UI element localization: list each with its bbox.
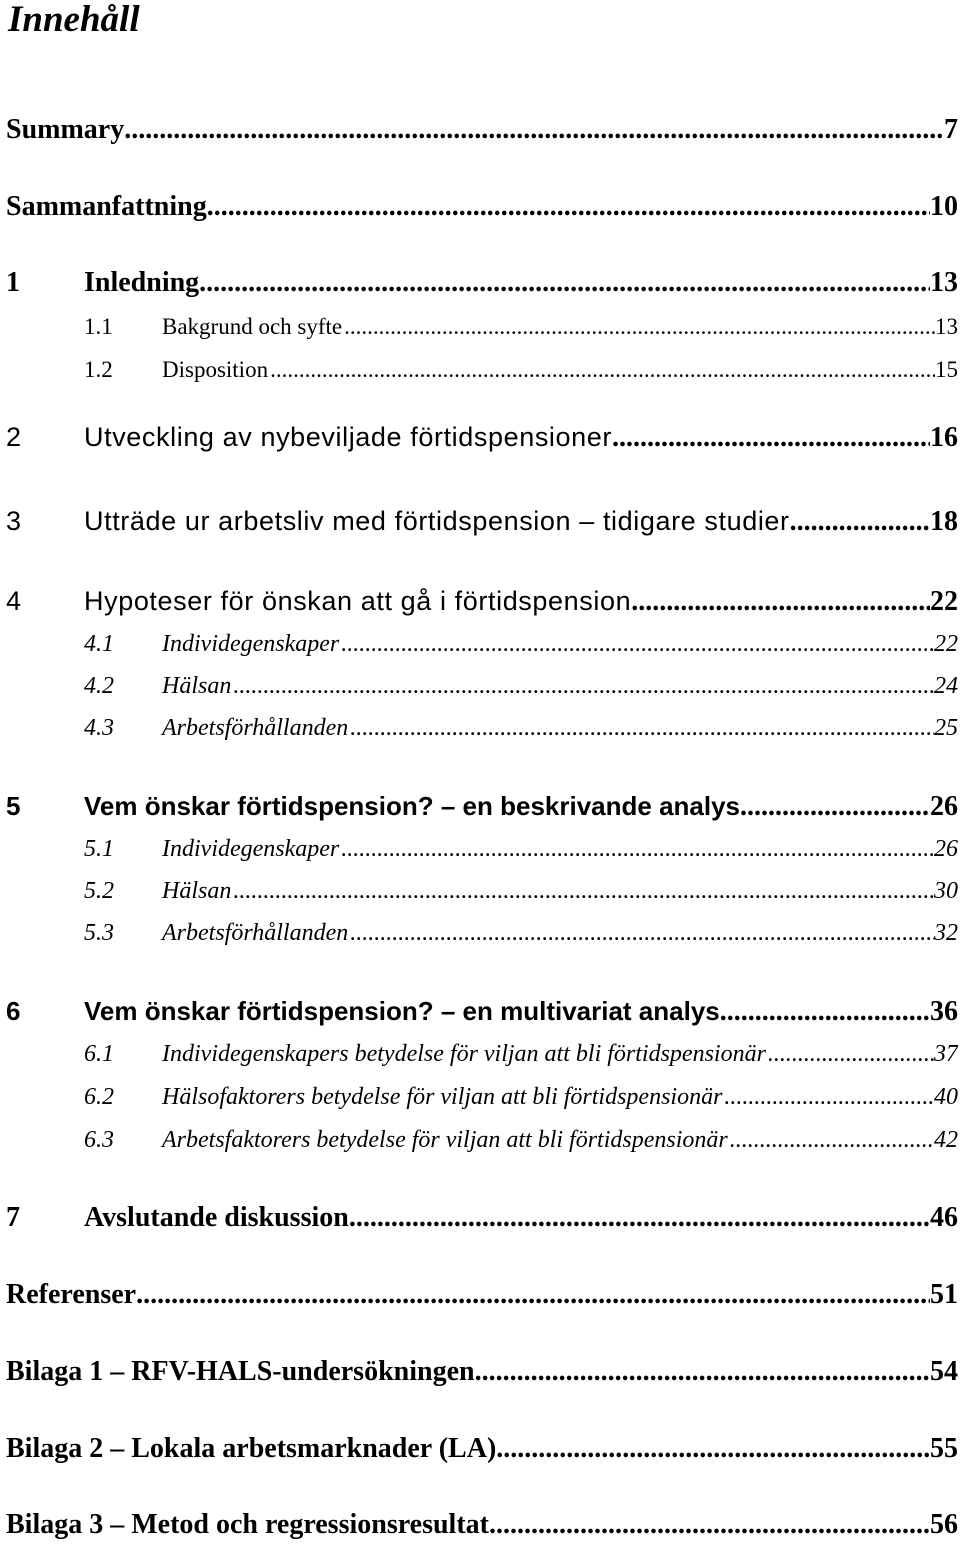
toc-entry-page: 22 [930, 586, 958, 617]
toc-entry-bilaga-2[interactable] [6, 1433, 958, 1473]
toc-entry-label: Disposition [162, 357, 269, 382]
toc-dot-leader [233, 878, 934, 905]
toc-entry-page: 15 [935, 357, 958, 382]
toc-entry-number: 1 [6, 267, 20, 298]
toc-entry-number: 1.1 [84, 314, 113, 339]
toc-entry-number: 4.1 [84, 631, 114, 657]
toc-entry-number: 4.2 [84, 673, 114, 699]
toc-entry-label: Bilaga 1 – RFV-HALS-undersökningen [6, 1356, 475, 1387]
toc-entry-page: 36 [930, 996, 958, 1027]
toc-entry-page: 13 [930, 267, 958, 298]
toc-entry-page: 56 [930, 1509, 958, 1540]
toc-entry-page: 26 [934, 836, 958, 862]
toc-entry-section-1-1[interactable] [6, 314, 958, 354]
toc-entry-number: 7 [6, 1202, 20, 1233]
toc-entry-page: 24 [934, 673, 958, 699]
toc-entry-page: 10 [930, 191, 958, 222]
toc-dot-leader [350, 715, 934, 742]
toc-entry-chapter-5[interactable] [6, 791, 958, 831]
toc-entry-bilaga-3[interactable] [6, 1509, 958, 1549]
toc-entry-number: 2 [6, 422, 22, 452]
toc-entry-summary[interactable] [6, 114, 958, 154]
toc-entry-number: 6 [6, 996, 21, 1026]
toc-entry-label: Bilaga 2 – Lokala arbetsmarknader (LA) [6, 1433, 497, 1464]
toc-dot-leader [199, 267, 930, 299]
toc-entry-label: Utveckling av nybeviljade förtidspensioner [84, 422, 612, 452]
toc-entry-label: Sammanfattning [6, 191, 207, 222]
toc-entry-page: 51 [930, 1279, 958, 1310]
toc-dot-leader [233, 673, 934, 700]
toc-entry-label: Arbetsförhållanden [162, 920, 349, 946]
toc-dot-leader [136, 1279, 930, 1311]
toc-entry-number: 5.3 [84, 920, 114, 946]
toc-entry-label: Inledning [84, 267, 200, 298]
toc-dot-leader [790, 506, 930, 538]
toc-entry-bilaga-1[interactable] [6, 1356, 958, 1396]
toc-entry-page: 18 [930, 506, 958, 537]
toc-entry-section-1-2[interactable] [6, 357, 958, 397]
toc-entry-number: 6.3 [84, 1127, 114, 1153]
toc-dot-leader [349, 1202, 930, 1234]
toc-entry-section-6-2[interactable] [6, 1084, 958, 1124]
toc-entry-page: 13 [935, 314, 958, 339]
toc-entry-label: Avslutande diskussion [84, 1202, 349, 1233]
toc-entry-section-5-2[interactable] [6, 878, 958, 918]
toc-entry-number: 5.1 [84, 836, 114, 862]
toc-dot-leader [612, 422, 930, 454]
toc-entry-chapter-1[interactable] [6, 267, 958, 307]
toc-entry-label: Arbetsfaktorers betydelse för viljan att bli förtidspensionär [162, 1127, 728, 1153]
toc-dot-leader [341, 631, 934, 658]
toc-entry-page: 30 [934, 878, 958, 904]
page-title: Innehåll [8, 0, 140, 40]
toc-dot-leader [350, 920, 934, 947]
toc-dot-leader [768, 1041, 934, 1068]
toc-entry-label: Hälsan [162, 878, 232, 904]
toc-entry-section-5-1[interactable] [6, 836, 958, 876]
toc-entry-label: Utträde ur arbetsliv med förtidspension – tidigare studier [84, 506, 790, 536]
toc-entry-page: 32 [934, 920, 958, 946]
toc-entry-chapter-7[interactable] [6, 1202, 958, 1242]
toc-entry-section-5-3[interactable] [6, 920, 958, 960]
toc-entry-number: 4.3 [84, 715, 114, 741]
toc-dot-leader [344, 314, 935, 340]
toc-entry-section-4-1[interactable] [6, 631, 958, 671]
toc-entry-label: Summary [6, 114, 125, 145]
toc-dot-leader [341, 836, 934, 863]
toc-entry-label: Hypoteser för önskan att gå i förtidspension [84, 586, 632, 616]
toc-entry-label: Vem önskar förtidspension? – en multivariat analys [84, 996, 720, 1026]
toc-entry-number: 5.2 [84, 878, 114, 904]
toc-entry-chapter-3[interactable] [6, 506, 958, 546]
toc-entry-section-6-3[interactable] [6, 1127, 958, 1167]
toc-entry-label: Individegenskaper [162, 836, 340, 862]
toc-entry-chapter-2[interactable] [6, 422, 958, 462]
toc-dot-leader [489, 1509, 930, 1541]
toc-entry-label: Hälsofaktorers betydelse för viljan att bli förtidspensionär [162, 1084, 723, 1110]
toc-dot-leader [124, 114, 944, 146]
toc-entry-page: 40 [934, 1084, 958, 1110]
toc-entry-chapter-6[interactable] [6, 996, 958, 1036]
toc-entry-page: 7 [944, 114, 958, 145]
toc-entry-page: 42 [934, 1127, 958, 1153]
toc-dot-leader [720, 996, 930, 1028]
toc-entry-label: Arbetsförhållanden [162, 715, 349, 741]
toc-dot-leader [207, 191, 930, 223]
toc-entry-page: 46 [930, 1202, 958, 1233]
toc-entry-number: 5 [6, 791, 21, 821]
toc-dot-leader [270, 357, 935, 383]
toc-entry-label: Individegenskaper [162, 631, 340, 657]
toc-entry-section-4-3[interactable] [6, 715, 958, 755]
toc-entry-page: 54 [930, 1356, 958, 1387]
toc-dot-leader [730, 1127, 934, 1154]
toc-entry-number: 6.2 [84, 1084, 114, 1110]
toc-entry-page: 26 [930, 791, 958, 822]
toc-entry-number: 4 [6, 586, 22, 616]
toc-entry-section-4-2[interactable] [6, 673, 958, 713]
toc-dot-leader [631, 586, 930, 618]
toc-entry-page: 37 [934, 1041, 958, 1067]
toc-dot-leader [740, 791, 930, 823]
toc-entry-label: Vem önskar förtidspension? – en beskrivande analys [84, 791, 741, 821]
toc-dot-leader [475, 1356, 930, 1388]
toc-entry-label: Hälsan [162, 673, 232, 699]
toc-entry-section-6-1[interactable] [6, 1041, 958, 1081]
toc-entry-page: 22 [934, 631, 958, 657]
toc-entry-page: 16 [930, 422, 958, 453]
toc-entry-page: 25 [934, 715, 958, 741]
toc-entry-label: Bakgrund och syfte [162, 314, 343, 339]
toc-dot-leader [724, 1084, 934, 1111]
toc-entry-number: 3 [6, 506, 22, 536]
toc-entry-number: 6.1 [84, 1041, 114, 1067]
toc-entry-label: Individegenskapers betydelse för viljan att bli förtidspensionär [162, 1041, 766, 1067]
toc-entry-label: Referenser [6, 1279, 137, 1310]
toc-entry-number: 1.2 [84, 357, 113, 382]
toc-entry-label: Bilaga 3 – Metod och regressionsresultat [6, 1509, 489, 1540]
toc-entry-page: 55 [930, 1433, 958, 1464]
toc-entry-sammanfattning[interactable] [6, 191, 958, 231]
toc-entry-chapter-4[interactable] [6, 586, 958, 626]
toc-dot-leader [496, 1433, 930, 1465]
toc-entry-referenser[interactable] [6, 1279, 958, 1319]
